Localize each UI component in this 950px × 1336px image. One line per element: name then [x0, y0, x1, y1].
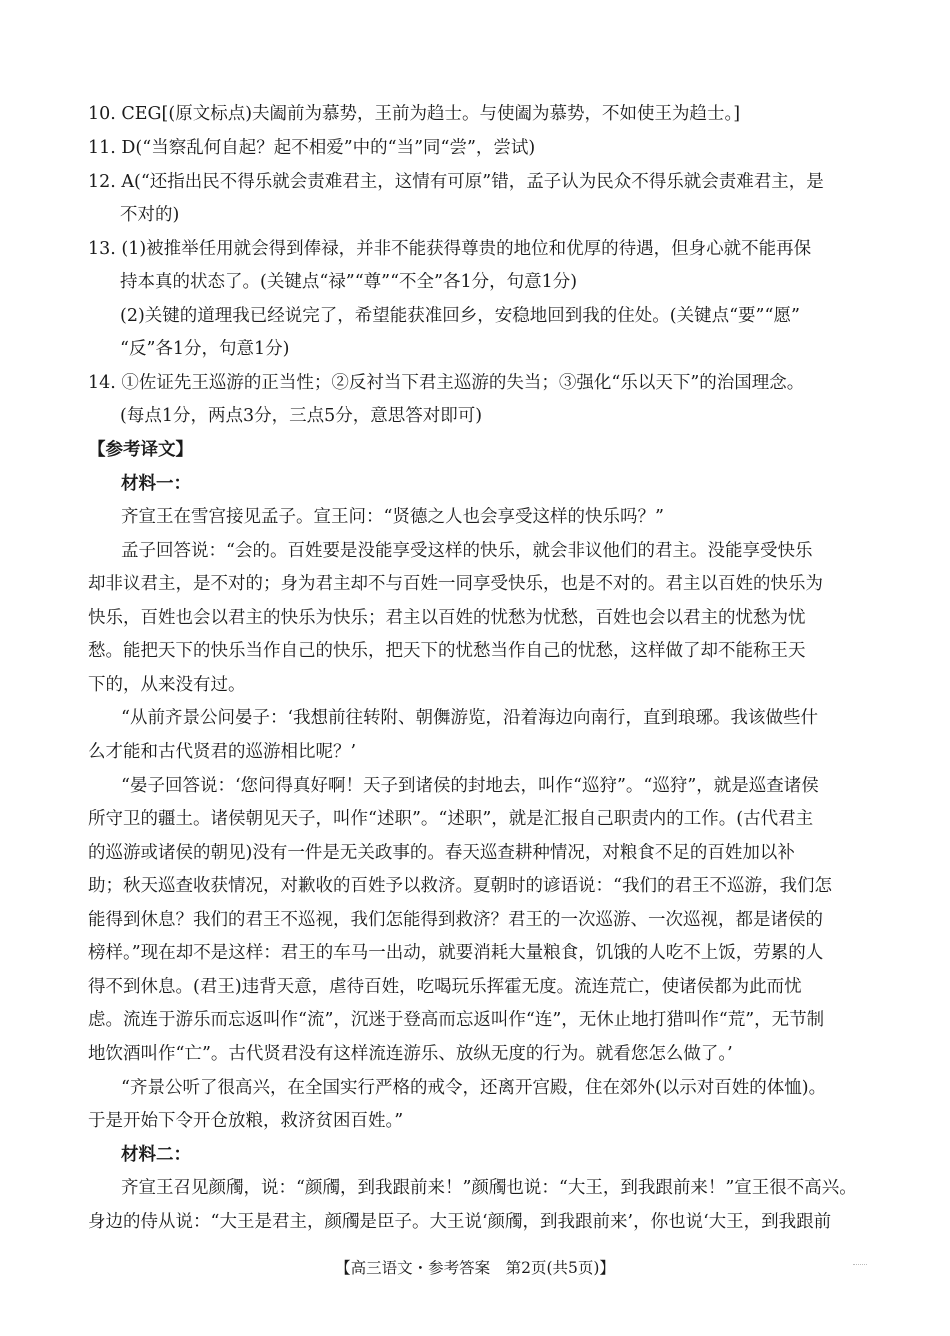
material1-line: 愁。能把天下的快乐当作自己的快乐，把天下的忧愁当作自己的忧愁，这样做了却不能称王天: [88, 641, 806, 661]
material1-line: 却非议君主，是不对的；身为君主却不与百姓一同享受快乐，也是不对的。君主以百姓的快乐为: [88, 574, 823, 594]
material1-line: 所守卫的疆土。诸侯朝见天子，叫作“述职”。“述职”，就是汇报自己职责内的工作。(古代君主: [88, 809, 814, 829]
material1-line: 虑。流连于游乐而忘返叫作“流”，沉迷于登高而忘返叫作“连”，无休止地打猎叫作“荒”，无节制: [88, 1010, 825, 1030]
answer-11: 11. D(“当察乱何自起？起不相爱”中的“当”同“尝”，尝试): [88, 138, 536, 158]
page-footer: 【高三语文・参考答案 第2页(共5页)】: [335, 1259, 615, 1277]
material1-line: 的巡游或诸侯的朝见)没有一件是无关政事的。春天巡查耕种情况，对粮食不足的百姓加以补: [88, 843, 795, 863]
answer-13: 13. (1)被推举任用就会得到俸禄，并非不能获得尊贵的地位和优厚的待遇，但身心就不能再保: [88, 239, 812, 259]
material1-label: 材料一：: [121, 474, 191, 494]
answer-10: 10. CEG[(原文标点)夫阖前为慕势，王前为趋士。与使阖为慕势，不如使王为趋士。]: [88, 104, 741, 124]
answer-12-cont: 不对的): [120, 205, 180, 225]
material1-line: 么才能和古代贤君的巡游相比呢？’: [88, 742, 357, 762]
material1-line: 齐宣王在雪宫接见孟子。宣王问：“贤德之人也会享受这样的快乐吗？”: [121, 507, 664, 527]
answer-14-cont: (每点1分，两点3分，三点5分，意思答对即可): [120, 406, 483, 426]
material1-line: 得不到休息。(君王)违背天意，虐待百姓，吃喝玩乐挥霍无度。流连荒亡，使诸侯都为此而忧: [88, 977, 802, 997]
decorative-dots: [853, 1262, 867, 1265]
answer-12: 12. A(“还指出民不得乐就会责难君主，这情有可原”错，孟子认为民众不得乐就会责难君主，是: [88, 172, 824, 192]
answer-13-part2: (2)关键的道理我已经说完了，希望能获准回乡，安稳地回到我的住处。(关键点“要”“愿”: [120, 306, 800, 326]
answer-14: 14. ①佐证先王巡游的正当性；②反衬当下君主巡游的失当；③强化“乐以天下”的治国理念。: [88, 373, 805, 393]
material1-line: 能得到休息？我们的君王不巡视，我们怎能得到救济？君王的一次巡游、一次巡视，都是诸侯的: [88, 910, 823, 930]
answer-13-part2-cont: “反”各1分，句意1分): [120, 339, 290, 359]
material2-line: 身边的侍从说：“大王是君主，颜斶是臣子。大王说‘颜斶，到我跟前来’，你也说‘大王，到我跟前: [88, 1212, 832, 1232]
material1-line: 孟子回答说：“会的。百姓要是没能享受这样的快乐，就会非议他们的君主。没能享受快乐: [121, 541, 813, 561]
material1-line: “从前齐景公问晏子：‘我想前往转附、朝儛游览，沿着海边向南行，直到琅琊。我该做些什: [121, 708, 819, 728]
material2-line: 齐宣王召见颜斶，说：“颜斶，到我跟前来！”颜斶也说：“大王，到我跟前来！”宣王很不高兴。: [121, 1178, 857, 1198]
material1-line: “齐景公听了很高兴，在全国实行严格的戒令，还离开宫殿，住在郊外(以示对百姓的体恤)。: [121, 1078, 827, 1098]
material1-line: 下的，从来没有过。: [88, 675, 246, 695]
material1-line: “晏子回答说：‘您问得真好啊！天子到诸侯的封地去，叫作“巡狩”。“巡狩”，就是巡查诸侯: [121, 776, 819, 796]
material1-line: 助；秋天巡查收获情况，对歉收的百姓予以救济。夏朝时的谚语说：“我们的君王不巡游，我们怎: [88, 876, 832, 896]
material1-line: 地饮酒叫作“亡”。古代贤君没有这样流连游乐、放纵无度的行为。就看您怎么做了。’: [88, 1044, 733, 1064]
section-heading: 【参考译文】: [88, 440, 193, 460]
material1-line: 榜样。”现在却不是这样：君王的车马一出动，就要消耗大量粮食，饥饿的人吃不上饭，劳累的人: [88, 943, 824, 963]
answer-13-cont: 持本真的状态了。(关键点“禄”“尊”“不全”各1分，句意1分): [120, 272, 578, 292]
material2-label: 材料二：: [121, 1145, 191, 1165]
material1-line: 于是开始下令开仓放粮，救济贫困百姓。”: [88, 1111, 404, 1131]
material1-line: 快乐，百姓也会以君主的快乐为快乐；君主以百姓的忧愁为忧愁，百姓也会以君主的忧愁为忧: [88, 608, 806, 628]
